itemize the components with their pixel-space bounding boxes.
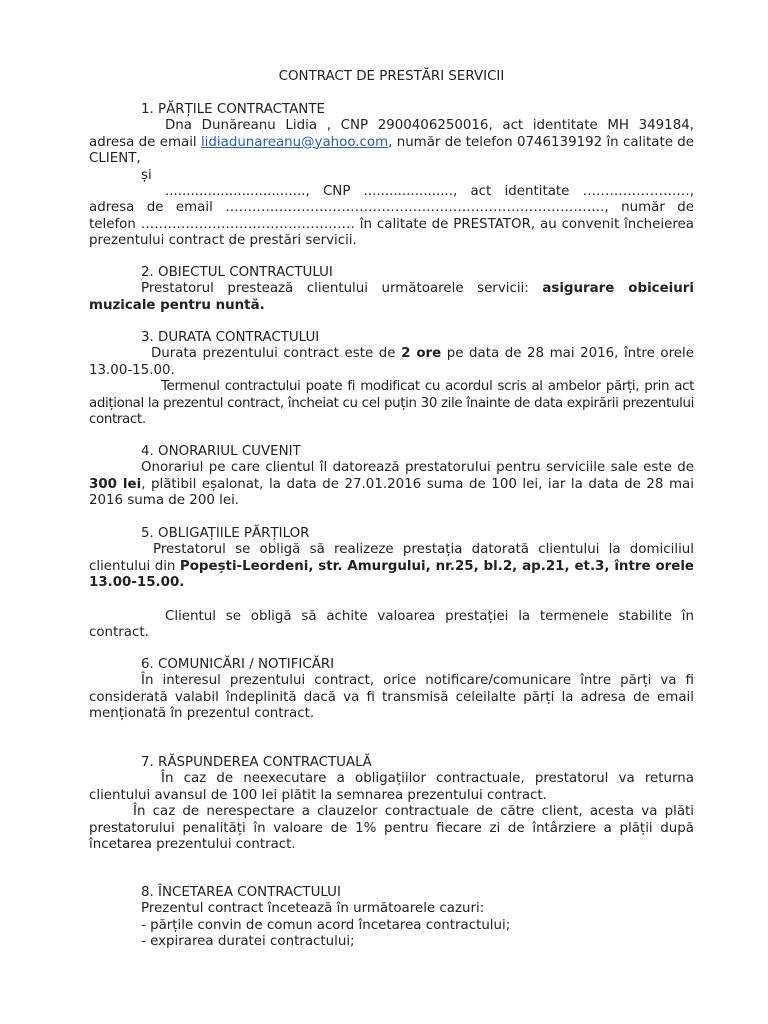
section-heading: 4. ONORARIUL CUVENIT <box>141 444 301 459</box>
section-liability <box>89 755 694 853</box>
term-change-paragraph: Termenul contractului poate fi modificat cu acordul scris al ambelor părți, prin act adițional la prezentul contract, încheiat cu cel puțin 30 zile înainte de data expirării prezentului contract. <box>89 379 694 428</box>
fee-paragraph: Onorariul pe care clientul îl datorează prestatorului pentru serviciile sale este de 300 lei, plătibil eșalonat, la data de 27.01.2016 suma de 100 lei, iar la data de 28 mai 2016 suma de 200 lei. <box>89 460 694 509</box>
section-heading: 8. ÎNCETAREA CONTRACTULUI <box>141 885 341 900</box>
section-heading: 2. OBIECTUL CONTRACTULUI <box>141 265 333 280</box>
termination-item: - expirarea duratei contractului; <box>141 934 355 950</box>
duration-paragraph: Durata prezentului contract este de 2 ore pe data de 28 mai 2016, între orele 13.00-15.00. <box>89 346 694 378</box>
section-duration <box>89 330 694 428</box>
client-paragraph: Dna Dunăreanu Lidia , CNP 2900406250016, act identitate MH 349184, adresa de email lidiadunareanu@yahoo.com, număr de telefon 0746139192 în calitate de CLIENT, <box>89 118 694 167</box>
provider-obligation-paragraph: Prestatorul se obligă să realizeze prestația datorată clientului la domiciliul clientului din Popești-Leordeni, str. Amurgului, nr.25, bl.2, ap.21, et.3, între orele 13.00-15.00. <box>89 542 695 591</box>
notifications-paragraph: În interesul prezentului contract, orice notificare/comunicare între părți va fi considerată valabil îndeplinită dacă va fi transmisă celeilalte părți la adresa de email menționată în prezentul contract. <box>89 673 694 722</box>
client-liability-paragraph: În caz de nerespectare a clauzelor contractuale de către client, acesta va plăti prestatorului penalități în valoare de 1% pentru fiecare zi de întârziere a plății după încetarea prezentului contract. <box>89 804 694 853</box>
client-obligation-paragraph: Clientul se obligă să achite valoarea prestației la termenele stabilite în contract. <box>89 608 694 641</box>
section-heading: 7. RĂSPUNDEREA CONTRACTUALĂ <box>141 755 372 770</box>
section-termination <box>89 885 694 951</box>
section-heading: 5. OBLIGAȚIILE PĂRȚILOR <box>141 526 310 541</box>
provider-liability-paragraph: În caz de neexecutare a obligațiilor contractuale, prestatorul va returna clientului avansul de 100 lei plătit la semnarea prezentului contract. <box>89 771 694 803</box>
section-heading: 3. DURATA CONTRACTULUI <box>141 330 320 345</box>
and-word: și <box>141 167 152 183</box>
termination-item: - părțile convin de comun acord încetarea contractului; <box>141 917 511 933</box>
document-title: CONTRACT DE PRESTĂRI SERVICII <box>278 69 505 84</box>
section-heading: 6. COMUNICĂRI / NOTIFICĂRI <box>141 657 335 672</box>
provider-paragraph: ................................., CNP ....................., act identitate ……………………, adresa de email …………………………………………………………………………., număr de telefon ………………………………………… în calitate de PRESTATOR, au convenit încheierea prezentului contract de prestări servicii. <box>89 184 694 249</box>
object-paragraph: Prestatorul prestează clientului următoarele servicii: asigurare obiceiuri muzicale pentru nuntă. <box>89 281 694 313</box>
section-object <box>89 265 694 314</box>
section-obligations <box>89 526 694 641</box>
section-notifications <box>89 657 694 723</box>
section-fee <box>89 444 694 510</box>
section-heading: 1. PĂRȚILE CONTRACTANTE <box>141 102 325 117</box>
client-email-link[interactable]: lidiadunareanu@yahoo.com <box>200 134 389 150</box>
termination-intro: Prezentul contract încetează în următoarele cazuri: <box>141 901 485 917</box>
section-parties <box>89 102 694 250</box>
